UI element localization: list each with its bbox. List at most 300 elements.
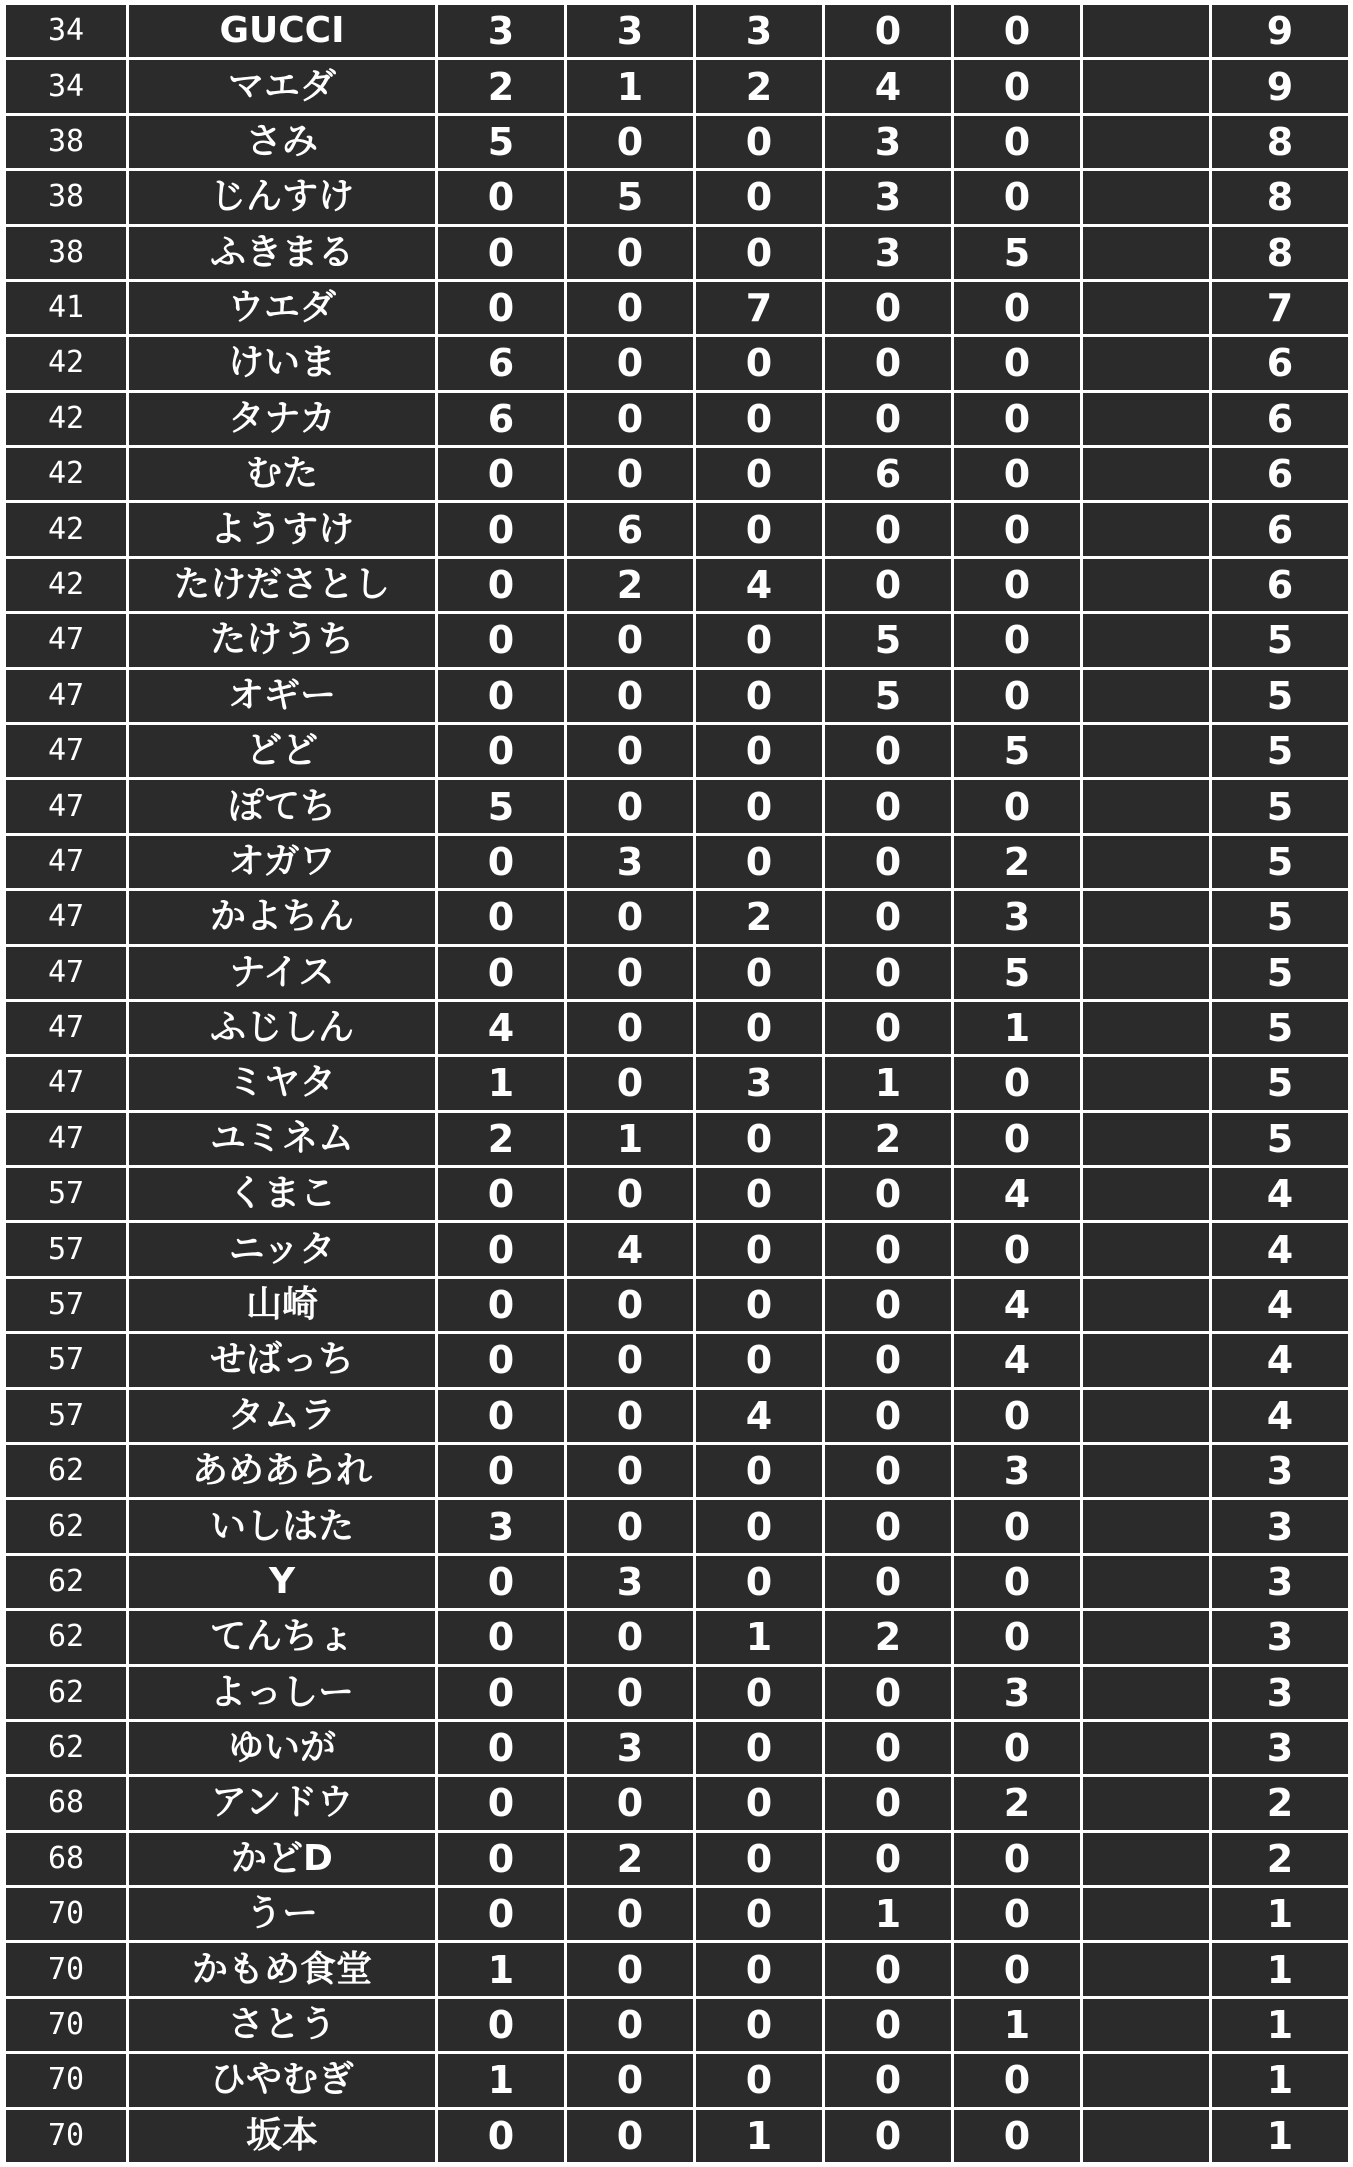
score-cell-6 bbox=[1083, 1002, 1209, 1054]
rank-cell: 38 bbox=[6, 116, 126, 168]
player-name-cell: ようすけ bbox=[129, 503, 435, 555]
score-cell-5: 0 bbox=[954, 1943, 1080, 1995]
rank-cell: 70 bbox=[6, 2054, 126, 2106]
score-cell-4: 0 bbox=[825, 2110, 951, 2162]
score-cell-5: 0 bbox=[954, 670, 1080, 722]
score-cell-6 bbox=[1083, 116, 1209, 168]
score-cell-5: 0 bbox=[954, 2110, 1080, 2162]
score-cell-6 bbox=[1083, 171, 1209, 223]
score-cell-3: 0 bbox=[696, 1999, 822, 2051]
score-cell-1: 0 bbox=[438, 1722, 564, 1774]
rank-cell: 47 bbox=[6, 1113, 126, 1165]
score-cell-3: 4 bbox=[696, 559, 822, 611]
score-cell-2: 0 bbox=[567, 227, 693, 279]
score-cell-2: 0 bbox=[567, 614, 693, 666]
score-cell-3: 0 bbox=[696, 448, 822, 500]
score-cell-2: 0 bbox=[567, 337, 693, 389]
score-cell-4: 0 bbox=[825, 2054, 951, 2106]
score-cell-5: 0 bbox=[954, 337, 1080, 389]
score-cell-6 bbox=[1083, 1611, 1209, 1663]
score-cell-5: 0 bbox=[954, 1888, 1080, 1940]
score-cell-2: 5 bbox=[567, 171, 693, 223]
total-cell: 5 bbox=[1212, 1113, 1348, 1165]
player-name-cell: たけださとし bbox=[129, 559, 435, 611]
score-cell-1: 0 bbox=[438, 1888, 564, 1940]
rank-cell: 47 bbox=[6, 725, 126, 777]
score-cell-6 bbox=[1083, 282, 1209, 334]
total-cell: 8 bbox=[1212, 116, 1348, 168]
score-cell-2: 0 bbox=[567, 1888, 693, 1940]
score-cell-1: 0 bbox=[438, 947, 564, 999]
score-cell-3: 2 bbox=[696, 60, 822, 112]
score-cell-4: 0 bbox=[825, 780, 951, 832]
score-cell-1: 0 bbox=[438, 1279, 564, 1331]
score-cell-6 bbox=[1083, 1168, 1209, 1220]
rank-cell: 47 bbox=[6, 614, 126, 666]
total-cell: 6 bbox=[1212, 559, 1348, 611]
score-cell-2: 3 bbox=[567, 1722, 693, 1774]
score-cell-4: 3 bbox=[825, 116, 951, 168]
player-name-cell: オギー bbox=[129, 670, 435, 722]
score-cell-5: 0 bbox=[954, 1611, 1080, 1663]
score-cell-4: 0 bbox=[825, 1168, 951, 1220]
player-name-cell: タナカ bbox=[129, 393, 435, 445]
score-cell-2: 0 bbox=[567, 1445, 693, 1497]
score-cell-2: 1 bbox=[567, 1113, 693, 1165]
score-cell-6 bbox=[1083, 1999, 1209, 2051]
total-cell: 5 bbox=[1212, 1002, 1348, 1054]
score-cell-5: 2 bbox=[954, 836, 1080, 888]
score-cell-6 bbox=[1083, 559, 1209, 611]
score-cell-4: 0 bbox=[825, 1943, 951, 1995]
score-cell-1: 0 bbox=[438, 1777, 564, 1829]
score-cell-2: 0 bbox=[567, 2110, 693, 2162]
score-cell-6 bbox=[1083, 947, 1209, 999]
total-cell: 6 bbox=[1212, 337, 1348, 389]
rank-cell: 62 bbox=[6, 1667, 126, 1719]
score-cell-4: 1 bbox=[825, 1057, 951, 1109]
score-cell-1: 0 bbox=[438, 1390, 564, 1442]
total-cell: 4 bbox=[1212, 1223, 1348, 1275]
total-cell: 3 bbox=[1212, 1556, 1348, 1608]
score-cell-4: 0 bbox=[825, 1722, 951, 1774]
score-cell-5: 0 bbox=[954, 60, 1080, 112]
rank-cell: 70 bbox=[6, 1888, 126, 1940]
score-cell-3: 0 bbox=[696, 1113, 822, 1165]
score-cell-4: 0 bbox=[825, 1999, 951, 2051]
score-cell-4: 0 bbox=[825, 836, 951, 888]
score-cell-5: 1 bbox=[954, 1999, 1080, 2051]
score-cell-5: 5 bbox=[954, 725, 1080, 777]
score-cell-4: 0 bbox=[825, 947, 951, 999]
total-cell: 4 bbox=[1212, 1279, 1348, 1331]
score-cell-1: 1 bbox=[438, 1057, 564, 1109]
score-cell-5: 5 bbox=[954, 947, 1080, 999]
score-cell-2: 0 bbox=[567, 1002, 693, 1054]
rank-cell: 42 bbox=[6, 448, 126, 500]
score-cell-6 bbox=[1083, 227, 1209, 279]
score-cell-4: 5 bbox=[825, 670, 951, 722]
score-cell-2: 0 bbox=[567, 780, 693, 832]
score-cell-2: 0 bbox=[567, 1999, 693, 2051]
score-cell-2: 0 bbox=[567, 1943, 693, 1995]
player-name-cell: ひやむぎ bbox=[129, 2054, 435, 2106]
score-cell-5: 0 bbox=[954, 1113, 1080, 1165]
score-cell-4: 3 bbox=[825, 227, 951, 279]
score-cell-2: 1 bbox=[567, 60, 693, 112]
score-cell-6 bbox=[1083, 2054, 1209, 2106]
score-cell-3: 0 bbox=[696, 393, 822, 445]
total-cell: 7 bbox=[1212, 282, 1348, 334]
score-cell-4: 0 bbox=[825, 393, 951, 445]
score-cell-2: 0 bbox=[567, 1390, 693, 1442]
score-cell-4: 5 bbox=[825, 614, 951, 666]
player-name-cell: ふじしん bbox=[129, 1002, 435, 1054]
score-cell-4: 0 bbox=[825, 1445, 951, 1497]
ranking-table bbox=[4, 3, 1350, 2164]
rank-cell: 47 bbox=[6, 670, 126, 722]
score-cell-5: 0 bbox=[954, 171, 1080, 223]
score-cell-4: 0 bbox=[825, 337, 951, 389]
player-name-cell: ぽてち bbox=[129, 780, 435, 832]
rank-cell: 42 bbox=[6, 503, 126, 555]
score-cell-5: 0 bbox=[954, 1223, 1080, 1275]
player-name-cell: ゆいが bbox=[129, 1722, 435, 1774]
score-cell-5: 0 bbox=[954, 1057, 1080, 1109]
score-cell-5: 3 bbox=[954, 1445, 1080, 1497]
total-cell: 8 bbox=[1212, 171, 1348, 223]
score-cell-6 bbox=[1083, 337, 1209, 389]
rank-cell: 68 bbox=[6, 1777, 126, 1829]
score-cell-6 bbox=[1083, 1057, 1209, 1109]
score-cell-3: 0 bbox=[696, 1722, 822, 1774]
rank-cell: 47 bbox=[6, 836, 126, 888]
score-cell-5: 0 bbox=[954, 448, 1080, 500]
score-cell-6 bbox=[1083, 836, 1209, 888]
score-cell-1: 6 bbox=[438, 393, 564, 445]
rank-cell: 62 bbox=[6, 1722, 126, 1774]
player-name-cell: オガワ bbox=[129, 836, 435, 888]
score-cell-3: 0 bbox=[696, 780, 822, 832]
score-cell-2: 0 bbox=[567, 2054, 693, 2106]
score-cell-3: 0 bbox=[696, 2054, 822, 2106]
total-cell: 3 bbox=[1212, 1500, 1348, 1552]
score-cell-2: 0 bbox=[567, 725, 693, 777]
score-cell-4: 3 bbox=[825, 171, 951, 223]
score-cell-4: 0 bbox=[825, 1667, 951, 1719]
score-cell-5: 0 bbox=[954, 393, 1080, 445]
score-cell-6 bbox=[1083, 1943, 1209, 1995]
score-cell-6 bbox=[1083, 1556, 1209, 1608]
score-cell-1: 0 bbox=[438, 2110, 564, 2162]
score-cell-4: 0 bbox=[825, 1390, 951, 1442]
score-cell-6 bbox=[1083, 614, 1209, 666]
score-cell-1: 0 bbox=[438, 725, 564, 777]
score-cell-4: 4 bbox=[825, 60, 951, 112]
score-cell-5: 0 bbox=[954, 282, 1080, 334]
player-name-cell: 山崎 bbox=[129, 1279, 435, 1331]
score-cell-5: 4 bbox=[954, 1168, 1080, 1220]
total-cell: 3 bbox=[1212, 1611, 1348, 1663]
total-cell: 3 bbox=[1212, 1445, 1348, 1497]
score-cell-6 bbox=[1083, 503, 1209, 555]
rank-cell: 57 bbox=[6, 1334, 126, 1386]
score-cell-3: 0 bbox=[696, 503, 822, 555]
score-cell-1: 0 bbox=[438, 1611, 564, 1663]
total-cell: 6 bbox=[1212, 448, 1348, 500]
player-name-cell: Y bbox=[129, 1556, 435, 1608]
score-cell-3: 7 bbox=[696, 282, 822, 334]
player-name-cell: さみ bbox=[129, 116, 435, 168]
score-cell-2: 0 bbox=[567, 1334, 693, 1386]
score-cell-1: 0 bbox=[438, 670, 564, 722]
score-cell-2: 0 bbox=[567, 393, 693, 445]
score-cell-2: 2 bbox=[567, 1833, 693, 1885]
score-cell-6 bbox=[1083, 1667, 1209, 1719]
score-cell-1: 0 bbox=[438, 1999, 564, 2051]
score-cell-5: 0 bbox=[954, 1500, 1080, 1552]
score-cell-1: 0 bbox=[438, 171, 564, 223]
score-cell-2: 0 bbox=[567, 282, 693, 334]
score-cell-3: 0 bbox=[696, 1223, 822, 1275]
score-cell-1: 0 bbox=[438, 282, 564, 334]
total-cell: 4 bbox=[1212, 1334, 1348, 1386]
score-cell-3: 0 bbox=[696, 116, 822, 168]
score-cell-3: 0 bbox=[696, 670, 822, 722]
score-cell-1: 0 bbox=[438, 448, 564, 500]
score-cell-4: 0 bbox=[825, 1002, 951, 1054]
total-cell: 9 bbox=[1212, 60, 1348, 112]
score-cell-3: 0 bbox=[696, 227, 822, 279]
score-cell-5: 2 bbox=[954, 1777, 1080, 1829]
total-cell: 4 bbox=[1212, 1168, 1348, 1220]
rank-cell: 57 bbox=[6, 1390, 126, 1442]
score-cell-4: 1 bbox=[825, 1888, 951, 1940]
score-cell-5: 0 bbox=[954, 2054, 1080, 2106]
total-cell: 4 bbox=[1212, 1390, 1348, 1442]
player-name-cell: てんちょ bbox=[129, 1611, 435, 1663]
player-name-cell: タムラ bbox=[129, 1390, 435, 1442]
score-cell-1: 2 bbox=[438, 60, 564, 112]
score-cell-2: 3 bbox=[567, 1556, 693, 1608]
score-cell-1: 0 bbox=[438, 891, 564, 943]
player-name-cell: ニッタ bbox=[129, 1223, 435, 1275]
score-cell-6 bbox=[1083, 1888, 1209, 1940]
score-cell-6 bbox=[1083, 1113, 1209, 1165]
score-cell-3: 3 bbox=[696, 5, 822, 57]
player-name-cell: ユミネム bbox=[129, 1113, 435, 1165]
score-cell-3: 0 bbox=[696, 1667, 822, 1719]
score-cell-1: 0 bbox=[438, 836, 564, 888]
score-cell-6 bbox=[1083, 891, 1209, 943]
rank-cell: 47 bbox=[6, 1057, 126, 1109]
rank-cell: 62 bbox=[6, 1500, 126, 1552]
score-cell-3: 0 bbox=[696, 1833, 822, 1885]
score-cell-2: 0 bbox=[567, 947, 693, 999]
total-cell: 5 bbox=[1212, 780, 1348, 832]
total-cell: 5 bbox=[1212, 836, 1348, 888]
score-cell-1: 0 bbox=[438, 1223, 564, 1275]
rank-cell: 57 bbox=[6, 1279, 126, 1331]
score-cell-5: 0 bbox=[954, 559, 1080, 611]
score-cell-1: 1 bbox=[438, 2054, 564, 2106]
total-cell: 1 bbox=[1212, 1943, 1348, 1995]
score-cell-6 bbox=[1083, 1445, 1209, 1497]
score-cell-2: 0 bbox=[567, 1500, 693, 1552]
total-cell: 5 bbox=[1212, 891, 1348, 943]
score-cell-3: 0 bbox=[696, 1556, 822, 1608]
score-cell-6 bbox=[1083, 2110, 1209, 2162]
total-cell: 5 bbox=[1212, 670, 1348, 722]
rank-cell: 57 bbox=[6, 1168, 126, 1220]
score-cell-4: 0 bbox=[825, 1833, 951, 1885]
score-cell-1: 0 bbox=[438, 1334, 564, 1386]
rank-cell: 38 bbox=[6, 227, 126, 279]
rank-cell: 62 bbox=[6, 1611, 126, 1663]
score-cell-1: 0 bbox=[438, 227, 564, 279]
score-cell-3: 0 bbox=[696, 1168, 822, 1220]
score-cell-3: 3 bbox=[696, 1057, 822, 1109]
score-cell-1: 0 bbox=[438, 1667, 564, 1719]
score-cell-5: 0 bbox=[954, 1833, 1080, 1885]
player-name-cell: かどD bbox=[129, 1833, 435, 1885]
rank-cell: 47 bbox=[6, 947, 126, 999]
score-cell-2: 2 bbox=[567, 559, 693, 611]
score-cell-3: 0 bbox=[696, 1888, 822, 1940]
rank-cell: 47 bbox=[6, 780, 126, 832]
score-cell-1: 2 bbox=[438, 1113, 564, 1165]
score-cell-5: 0 bbox=[954, 1390, 1080, 1442]
score-cell-3: 0 bbox=[696, 725, 822, 777]
rank-cell: 62 bbox=[6, 1556, 126, 1608]
rank-cell: 62 bbox=[6, 1445, 126, 1497]
rank-cell: 41 bbox=[6, 282, 126, 334]
rank-cell: 34 bbox=[6, 5, 126, 57]
score-cell-1: 6 bbox=[438, 337, 564, 389]
score-cell-2: 0 bbox=[567, 670, 693, 722]
total-cell: 3 bbox=[1212, 1722, 1348, 1774]
score-cell-3: 0 bbox=[696, 337, 822, 389]
player-name-cell: さとう bbox=[129, 1999, 435, 2051]
player-name-cell: かよちん bbox=[129, 891, 435, 943]
score-cell-5: 0 bbox=[954, 780, 1080, 832]
score-cell-5: 4 bbox=[954, 1279, 1080, 1331]
score-cell-5: 0 bbox=[954, 116, 1080, 168]
player-name-cell: うー bbox=[129, 1888, 435, 1940]
score-cell-3: 0 bbox=[696, 1445, 822, 1497]
score-cell-2: 0 bbox=[567, 1279, 693, 1331]
score-cell-6 bbox=[1083, 60, 1209, 112]
total-cell: 1 bbox=[1212, 2054, 1348, 2106]
score-cell-3: 0 bbox=[696, 171, 822, 223]
score-cell-2: 0 bbox=[567, 1611, 693, 1663]
total-cell: 5 bbox=[1212, 725, 1348, 777]
score-cell-3: 0 bbox=[696, 614, 822, 666]
score-cell-6 bbox=[1083, 1833, 1209, 1885]
score-cell-6 bbox=[1083, 1334, 1209, 1386]
score-cell-5: 0 bbox=[954, 1556, 1080, 1608]
score-cell-6 bbox=[1083, 1777, 1209, 1829]
rank-cell: 47 bbox=[6, 891, 126, 943]
score-cell-4: 0 bbox=[825, 891, 951, 943]
total-cell: 1 bbox=[1212, 2110, 1348, 2162]
score-cell-5: 3 bbox=[954, 1667, 1080, 1719]
score-cell-5: 5 bbox=[954, 227, 1080, 279]
score-cell-5: 1 bbox=[954, 1002, 1080, 1054]
player-name-cell: あめあられ bbox=[129, 1445, 435, 1497]
rank-cell: 42 bbox=[6, 559, 126, 611]
score-cell-6 bbox=[1083, 725, 1209, 777]
score-cell-1: 0 bbox=[438, 559, 564, 611]
score-cell-1: 0 bbox=[438, 1833, 564, 1885]
total-cell: 2 bbox=[1212, 1777, 1348, 1829]
score-cell-6 bbox=[1083, 1279, 1209, 1331]
rank-cell: 57 bbox=[6, 1223, 126, 1275]
score-cell-4: 0 bbox=[825, 1334, 951, 1386]
rank-cell: 70 bbox=[6, 1943, 126, 1995]
score-cell-2: 0 bbox=[567, 1057, 693, 1109]
total-cell: 5 bbox=[1212, 1057, 1348, 1109]
score-cell-2: 4 bbox=[567, 1223, 693, 1275]
rank-cell: 34 bbox=[6, 60, 126, 112]
score-cell-1: 0 bbox=[438, 614, 564, 666]
score-cell-6 bbox=[1083, 1223, 1209, 1275]
score-cell-1: 3 bbox=[438, 1500, 564, 1552]
score-cell-4: 0 bbox=[825, 559, 951, 611]
player-name-cell: 坂本 bbox=[129, 2110, 435, 2162]
player-name-cell: ふきまる bbox=[129, 227, 435, 279]
score-cell-4: 0 bbox=[825, 282, 951, 334]
score-cell-5: 0 bbox=[954, 5, 1080, 57]
rank-cell: 70 bbox=[6, 2110, 126, 2162]
rank-cell: 42 bbox=[6, 337, 126, 389]
score-cell-2: 3 bbox=[567, 836, 693, 888]
score-cell-4: 0 bbox=[825, 5, 951, 57]
score-cell-4: 0 bbox=[825, 503, 951, 555]
score-cell-4: 0 bbox=[825, 1500, 951, 1552]
score-cell-6 bbox=[1083, 393, 1209, 445]
score-cell-6 bbox=[1083, 1500, 1209, 1552]
score-cell-1: 0 bbox=[438, 1556, 564, 1608]
score-cell-5: 3 bbox=[954, 891, 1080, 943]
score-cell-4: 2 bbox=[825, 1113, 951, 1165]
player-name-cell: たけうち bbox=[129, 614, 435, 666]
score-cell-2: 0 bbox=[567, 1777, 693, 1829]
score-cell-2: 0 bbox=[567, 1667, 693, 1719]
score-cell-4: 0 bbox=[825, 1777, 951, 1829]
score-cell-6 bbox=[1083, 448, 1209, 500]
score-cell-4: 0 bbox=[825, 1556, 951, 1608]
player-name-cell: いしはた bbox=[129, 1500, 435, 1552]
score-cell-3: 0 bbox=[696, 1500, 822, 1552]
score-cell-5: 0 bbox=[954, 503, 1080, 555]
player-name-cell: じんすけ bbox=[129, 171, 435, 223]
score-cell-2: 0 bbox=[567, 448, 693, 500]
player-name-cell: どど bbox=[129, 725, 435, 777]
total-cell: 1 bbox=[1212, 1888, 1348, 1940]
total-cell: 5 bbox=[1212, 947, 1348, 999]
player-name-cell: アンドウ bbox=[129, 1777, 435, 1829]
score-cell-1: 0 bbox=[438, 503, 564, 555]
score-cell-2: 3 bbox=[567, 5, 693, 57]
player-name-cell: ミヤタ bbox=[129, 1057, 435, 1109]
score-cell-4: 0 bbox=[825, 1279, 951, 1331]
total-cell: 5 bbox=[1212, 614, 1348, 666]
score-cell-3: 0 bbox=[696, 1279, 822, 1331]
total-cell: 3 bbox=[1212, 1667, 1348, 1719]
player-name-cell: マエダ bbox=[129, 60, 435, 112]
player-name-cell: かもめ食堂 bbox=[129, 1943, 435, 1995]
